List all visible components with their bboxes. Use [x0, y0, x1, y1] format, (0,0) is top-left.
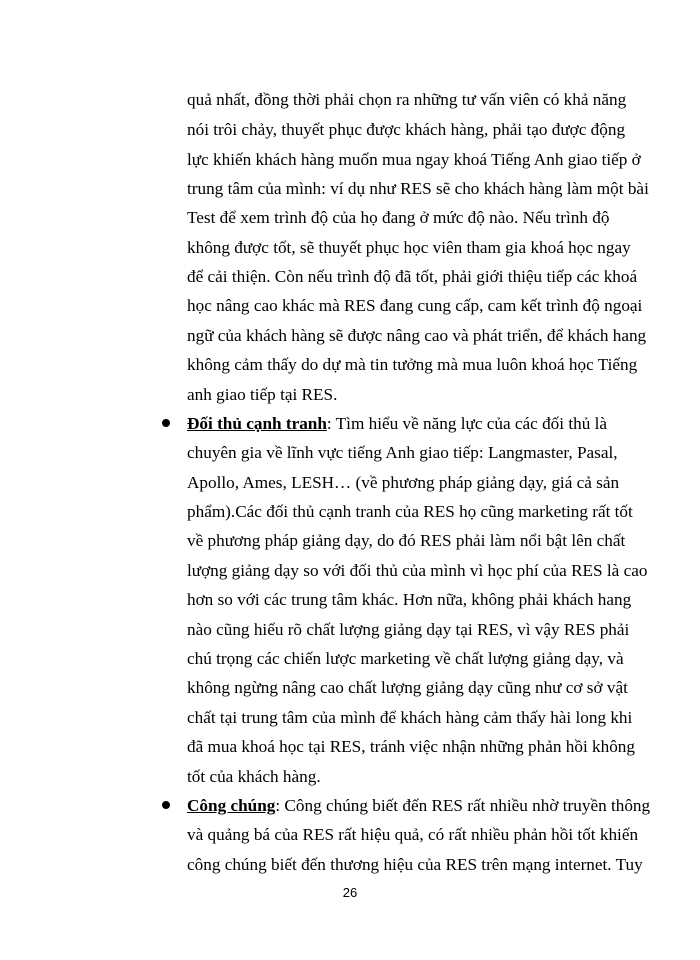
- text-line: nào cũng hiểu rõ chất lượng giảng dạy tại RES, vì vậy RES phải: [187, 620, 630, 639]
- competitors-term: Đối thủ cạnh tranh: [187, 414, 327, 433]
- public-first-line-rest: : Công chúng biết đến RES rất nhiều nhờ truyền thông: [275, 796, 651, 815]
- text-line: không được tốt, sẽ thuyết phục học viên tham gia khoá học ngay: [187, 238, 631, 257]
- bullet-icon: [162, 801, 170, 809]
- text-line: không cảm thấy do dự mà tin tưởng mà mua luôn khoá học Tiếng: [187, 355, 638, 374]
- text-line: và quảng bá của RES rất hiệu quả, có rất nhiều phản hồi tốt khiến: [187, 825, 639, 844]
- text-line: anh giao tiếp tại RES.: [187, 385, 338, 404]
- text-line: lượng giảng dạy so với đối thủ của mình vì học phí của RES là cao: [187, 561, 648, 580]
- text-line: hơn so với các trung tâm khác. Hơn nữa, không phải khách hang: [187, 590, 632, 609]
- text-line: chuyên gia về lĩnh vực tiếng Anh giao tiếp: Langmaster, Pasal,: [187, 443, 618, 462]
- text-line: Apollo, Ames, LESH… (về phương pháp giảng dạy, giá cả sản: [187, 473, 620, 492]
- text-line: chất tại trung tâm của mình để khách hàng cảm thấy hài long khi: [187, 708, 633, 727]
- text-line: về phương pháp giảng dạy, do đó RES phải làm nổi bật lên chất: [187, 531, 626, 550]
- text-line: phẩm).Các đối thủ cạnh tranh của RES họ cũng marketing rất tốt: [187, 502, 633, 521]
- competitors-first-line-rest: : Tìm hiểu về năng lực của các đối thủ là: [326, 414, 608, 433]
- text-line: không ngừng nâng cao chất lượng giảng dạy cũng như cơ sở vật: [187, 678, 628, 697]
- public-first-line: [187, 793, 650, 819]
- text-line: để cải thiện. Còn nếu trình độ đã tốt, phải giới thiệu tiếp các khoá: [187, 267, 638, 286]
- public-term: Công chúng: [187, 796, 276, 815]
- text-line: công chúng biết đến thương hiệu của RES trên mạng internet. Tuy: [187, 855, 643, 874]
- text-line: ngữ của khách hàng sẽ được nâng cao và phát triển, để khách hang: [187, 326, 647, 345]
- text-line: nói trôi chảy, thuyết phục được khách hàng, phải tạo được động: [187, 120, 626, 139]
- text-line: tốt của khách hàng.: [187, 767, 321, 786]
- text-line: quả nhất, đồng thời phải chọn ra những tư vấn viên có khả năng: [187, 90, 627, 109]
- page-number: 26: [342, 885, 358, 900]
- competitors-first-line: [187, 411, 607, 437]
- text-line: lực khiến khách hàng muốn mua ngay khoá Tiếng Anh giao tiếp ở: [187, 150, 641, 169]
- text-line: đã mua khoá học tại RES, tránh việc nhận những phản hồi không: [187, 737, 635, 756]
- bullet-icon: [162, 419, 170, 427]
- text-line: chú trọng các chiến lược marketing về chất lượng giảng dạy, và: [187, 649, 624, 668]
- text-line: học nâng cao khác mà RES đang cung cấp, cam kết trình độ ngoại: [187, 296, 643, 315]
- text-line: Test để xem trình độ của họ đang ở mức độ nào. Nếu trình độ: [187, 208, 610, 227]
- text-line: trung tâm của mình: ví dụ như RES sẽ cho khách hàng làm một bài: [187, 179, 649, 198]
